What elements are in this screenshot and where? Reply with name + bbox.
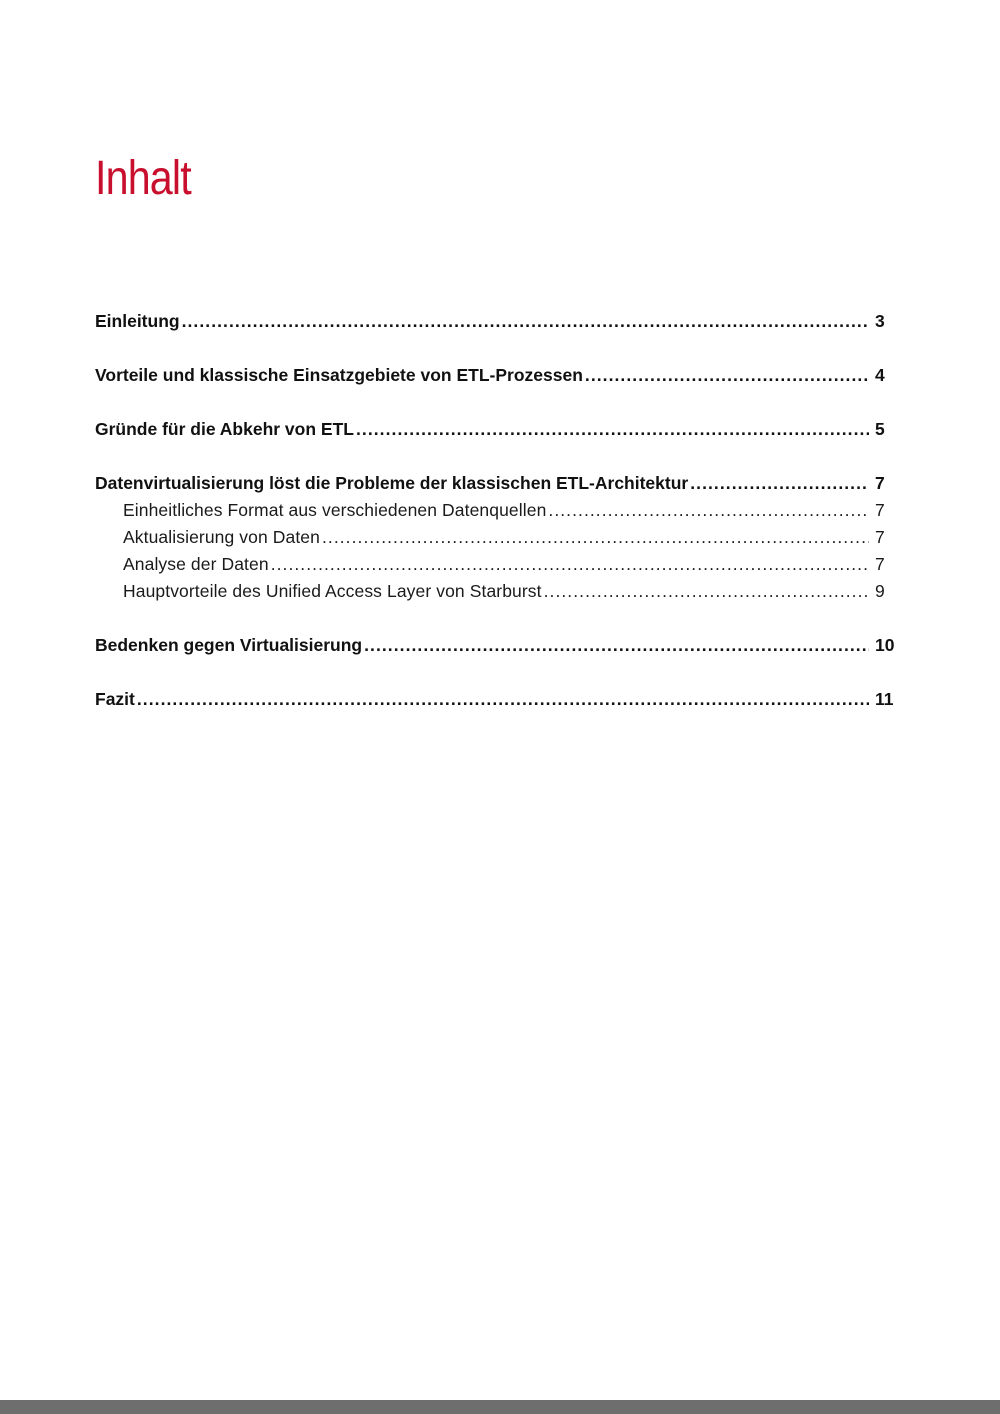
- toc-entry-label: Aktualisierung von Daten: [123, 527, 320, 547]
- toc-entry-label: Bedenken gegen Virtualisierung: [95, 635, 363, 655]
- toc-page-number: 3: [875, 311, 885, 331]
- toc-dot-leader: [182, 308, 869, 335]
- toc-subentry-hauptvorteile[interactable]: [95, 578, 905, 605]
- toc-dot-leader: [548, 497, 869, 524]
- toc-dot-leader: [322, 524, 869, 551]
- table-of-contents: [95, 308, 905, 713]
- toc-subentry-analyse[interactable]: [95, 551, 905, 578]
- toc-entry-label: Vorteile und klassische Einsatzgebiete von ETL-Prozessen: [95, 365, 583, 385]
- toc-page-number: 4: [875, 365, 885, 385]
- toc-page-number: 9: [875, 581, 885, 601]
- toc-page-number: 7: [875, 554, 885, 574]
- toc-entry-label: Gründe für die Abkehr von ETL: [95, 419, 354, 439]
- toc-dot-leader: [364, 632, 869, 659]
- toc-entry-label: Hauptvorteile des Unified Access Layer von Starburst: [123, 581, 542, 601]
- toc-entry-vorteile[interactable]: [95, 362, 905, 389]
- toc-entry-bedenken[interactable]: [95, 632, 905, 659]
- toc-entry-gruende[interactable]: [95, 416, 905, 443]
- toc-page-number: 7: [875, 500, 885, 520]
- toc-page-number: 7: [875, 527, 885, 547]
- footer-bar: [0, 1400, 1000, 1414]
- toc-entry-einleitung[interactable]: [95, 308, 905, 335]
- toc-entry-label: Einheitliches Format aus verschiedenen Datenquellen: [123, 500, 547, 520]
- toc-entry-label: Datenvirtualisierung löst die Probleme der klassischen ETL-Architektur: [95, 473, 689, 493]
- toc-dot-leader: [690, 470, 869, 497]
- page-title: Inhalt: [95, 152, 191, 205]
- toc-entry-fazit[interactable]: [95, 686, 905, 713]
- toc-dot-leader: [585, 362, 869, 389]
- toc-dot-leader: [544, 578, 869, 605]
- toc-dot-leader: [356, 416, 869, 443]
- toc-page-number: 10: [875, 635, 895, 655]
- toc-entry-label: Analyse der Daten: [123, 554, 269, 574]
- toc-page-number: 7: [875, 473, 885, 493]
- toc-subentry-aktualisierung[interactable]: [95, 524, 905, 551]
- toc-entry-datenvirtualisierung[interactable]: [95, 470, 905, 497]
- toc-dot-leader: [137, 686, 869, 713]
- toc-dot-leader: [271, 551, 869, 578]
- toc-page-number: 5: [875, 419, 885, 439]
- toc-entry-label: Einleitung: [95, 311, 180, 331]
- toc-entry-label: Fazit: [95, 689, 135, 709]
- toc-page-number: 11: [875, 689, 894, 709]
- toc-subentry-einheitliches-format[interactable]: [95, 497, 905, 524]
